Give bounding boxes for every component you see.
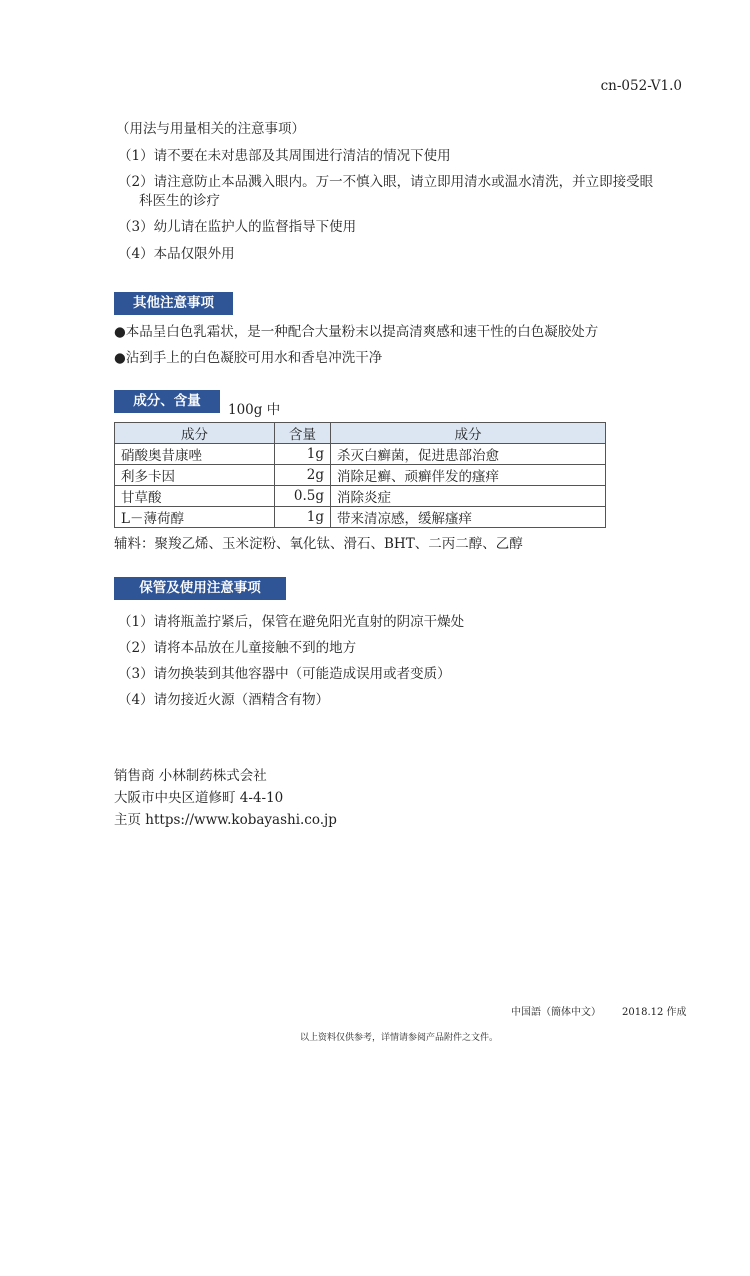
usage-item-2: （2）请注意防止本品溅入眼内。万一不慎入眼，请立即用清水或温水清洗，并立即接受眼 (118, 174, 654, 190)
ingredient-name: 利多卡因 (115, 465, 275, 486)
footer-note: 以上资料仅供参考，详情请参阅产品附件之文件。 (300, 1033, 499, 1043)
usage-item-1: （1）请不要在未对患部及其周围进行清洁的情况下使用 (118, 148, 451, 164)
footer-date: 2018.12 作成 (622, 1007, 687, 1018)
usage-section-title: （用法与用量相关的注意事项） (116, 121, 305, 137)
document-id: cn-052-V1.0 (600, 78, 682, 94)
other-notes-header: 其他注意事项 (114, 292, 233, 315)
company-address: 大阪市中央区道修町 4-4-10 (114, 790, 284, 806)
ingredients-per-unit: 100g 中 (228, 402, 281, 418)
table-row (115, 444, 606, 465)
footer-language: 中国語（簡体中文） (511, 1007, 601, 1018)
storage-header: 保管及使用注意事项 (114, 577, 286, 600)
ingredient-effect: 消除炎症 (331, 486, 606, 507)
header-amount: 含量 (275, 423, 331, 444)
ingredients-header: 成分、含量 (114, 390, 220, 413)
table-row (115, 465, 606, 486)
header-effect: 成分 (331, 423, 606, 444)
ingredient-amount: 2g (275, 465, 331, 486)
excipients-text: 辅料：聚羧乙烯、玉米淀粉、氧化钛、滑石、BHT、二丙二醇、乙醇 (114, 536, 523, 552)
table-header-row (115, 423, 606, 444)
ingredient-amount: 0.5g (275, 486, 331, 507)
company-seller: 销售商 小林制药株式会社 (114, 768, 267, 784)
ingredient-effect: 杀灭白癣菌，促进患部治愈 (331, 444, 606, 465)
ingredient-effect: 带来清凉感，缓解瘙痒 (331, 507, 606, 528)
ingredient-amount: 1g (275, 444, 331, 465)
table-row (115, 486, 606, 507)
ingredient-name: 甘草酸 (115, 486, 275, 507)
ingredients-table (114, 422, 606, 528)
ingredient-amount: 1g (275, 507, 331, 528)
header-ingredient: 成分 (115, 423, 275, 444)
table-row (115, 507, 606, 528)
storage-item-3: （3）请勿换装到其他容器中（可能造成误用或者变质） (118, 666, 451, 682)
storage-item-2: （2）请将本品放在儿童接触不到的地方 (118, 640, 357, 656)
usage-item-4: （4）本品仅限外用 (118, 246, 235, 262)
other-note-2: ●沾到手上的白色凝胶可用水和香皂冲洗干净 (114, 350, 383, 366)
usage-item-3: （3）幼儿请在监护人的监督指导下使用 (118, 219, 357, 235)
other-note-1: ●本品呈白色乳霜状，是一种配合大量粉末以提高清爽感和速干性的白色凝胶处方 (114, 324, 599, 340)
ingredient-name: L－薄荷醇 (115, 507, 275, 528)
storage-item-1: （1）请将瓶盖拧紧后，保管在避免阳光直射的阴凉干燥处 (118, 614, 465, 630)
company-homepage[interactable]: 主页 https://www.kobayashi.co.jp (114, 812, 337, 828)
ingredient-name: 硝酸奥昔康唑 (115, 444, 275, 465)
usage-item-2-continued: 科医生的诊疗 (139, 193, 220, 209)
storage-item-4: （4）请勿接近火源（酒精含有物） (118, 692, 330, 708)
ingredient-effect: 消除足癣、顽癣伴发的瘙痒 (331, 465, 606, 486)
